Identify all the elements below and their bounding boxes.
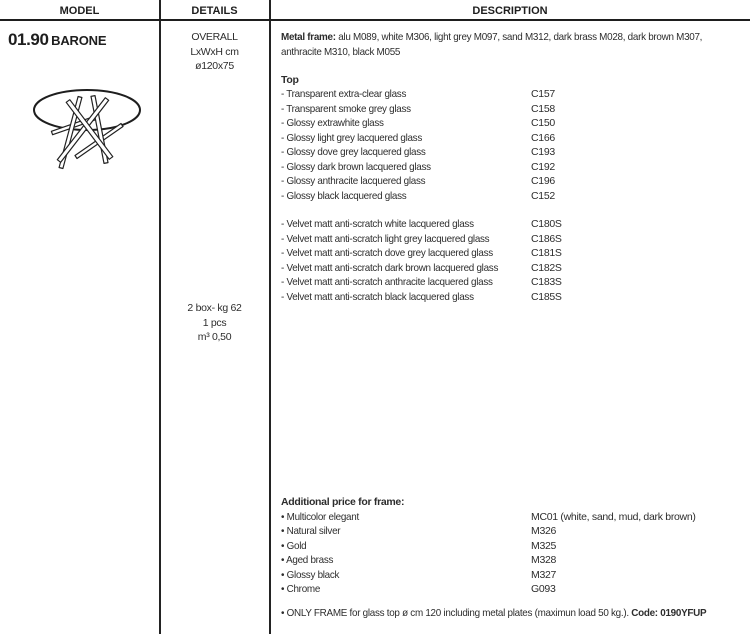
velvet-glass-list <box>281 217 740 304</box>
column-header-model: MODEL <box>59 5 100 17</box>
spec-row <box>281 87 740 102</box>
metal-frame-text: alu M089, white M306, light grey M097, sand M312, dark brass M028, dark brown M307, anthracite M310, black M055 <box>281 31 703 58</box>
spec-row <box>281 290 740 305</box>
frame-option-code: G093 <box>531 583 556 595</box>
spec-label: - Glossy dark brown lacquered glass <box>281 160 431 173</box>
spec-row <box>281 116 740 131</box>
spec-row <box>281 246 740 261</box>
spec-row <box>281 275 740 290</box>
details-overall-block <box>160 30 269 74</box>
frame-option-label: • Natural silver <box>281 525 341 537</box>
frame-option-code: MC01 (white, sand, mud, dark brown) <box>531 510 696 523</box>
spec-label: - Glossy light grey lacquered glass <box>281 131 422 144</box>
frame-option-row <box>281 553 740 568</box>
spec-row <box>281 174 740 189</box>
frame-option-row <box>281 510 740 525</box>
frame-option-row <box>281 568 740 583</box>
spec-row <box>281 145 740 160</box>
additional-price-heading: Additional price for frame: <box>281 496 405 508</box>
spec-code: C181S <box>531 247 562 259</box>
spec-label: - Transparent extra-clear glass <box>281 88 407 100</box>
spec-label: - Velvet matt anti-scratch black lacquered glass <box>281 290 474 303</box>
details-pcs: 1 pcs <box>202 316 227 329</box>
round-table-illustration <box>30 85 150 180</box>
spec-code: C180S <box>531 218 562 230</box>
frame-option-row <box>281 524 740 539</box>
frame-option-row <box>281 582 740 597</box>
model-number: 01.90 <box>8 30 49 49</box>
column-header-description: DESCRIPTION <box>472 5 548 17</box>
top-glass-list <box>281 87 740 203</box>
spec-label: - Velvet matt anti-scratch dove grey lacquered glass <box>281 247 493 259</box>
frame-option-label: • Chrome <box>281 583 321 595</box>
only-frame-note <box>281 606 741 621</box>
details-box: 2 box- kg 62 <box>187 302 242 314</box>
spec-row <box>281 160 740 175</box>
spec-row <box>281 131 740 146</box>
spec-code: C158 <box>531 102 555 115</box>
spec-code: C185S <box>531 290 562 303</box>
metal-frame-label: Metal frame: <box>281 31 336 43</box>
spec-code: C182S <box>531 261 562 274</box>
spec-label: - Velvet matt anti-scratch white lacquered glass <box>281 218 474 230</box>
spec-code: C192 <box>531 160 555 173</box>
details-dims-label: LxWxH cm <box>190 45 239 58</box>
spec-code: C157 <box>531 88 555 100</box>
spec-label: - Glossy black lacquered glass <box>281 189 407 202</box>
column-header-details: DETAILS <box>191 5 238 17</box>
spec-code: C152 <box>531 189 555 202</box>
frame-option-label: • Aged brass <box>281 554 334 566</box>
metal-frame-paragraph <box>281 30 741 59</box>
spec-row <box>281 102 740 117</box>
frame-option-label: • Gold <box>281 539 307 552</box>
model-name: BARONE <box>51 33 107 48</box>
frame-option-code: M325 <box>531 539 557 552</box>
spec-label: - Glossy anthracite lacquered glass <box>281 175 426 187</box>
spec-code: C150 <box>531 117 555 129</box>
spec-row <box>281 261 740 276</box>
details-packing-block <box>160 301 269 345</box>
spec-code: C186S <box>531 232 562 245</box>
additional-price-block <box>281 495 740 597</box>
details-overall-label: OVERALL <box>191 31 238 43</box>
spec-label: - Velvet matt anti-scratch light grey lacquered glass <box>281 232 490 245</box>
spec-code: C183S <box>531 276 562 288</box>
spec-row <box>281 232 740 247</box>
spec-row <box>281 217 740 232</box>
spec-label: - Velvet matt anti-scratch dark brown lacquered glass <box>281 261 499 274</box>
frame-option-label: • Glossy black <box>281 568 340 581</box>
model-title <box>8 30 106 50</box>
details-dims-value: ø120x75 <box>195 60 234 72</box>
spec-label: - Glossy dove grey lacquered glass <box>281 146 426 158</box>
spec-code: C196 <box>531 175 555 187</box>
frame-option-code: M326 <box>531 525 557 537</box>
spec-label: - Glossy extrawhite glass <box>281 117 384 129</box>
spec-code: C166 <box>531 131 555 144</box>
column-divider-details-description <box>269 0 271 634</box>
frame-option-row <box>281 539 740 554</box>
only-frame-text: • ONLY FRAME for glass top ø cm 120 including metal plates (maximun load 50 kg.). <box>281 607 632 619</box>
spec-row <box>281 189 740 204</box>
spec-code: C193 <box>531 146 555 158</box>
only-frame-code: Code: 0190YFUP <box>631 607 707 619</box>
frame-option-label: • Multicolor elegant <box>281 510 359 523</box>
frame-option-code: M327 <box>531 568 557 581</box>
spec-label: - Transparent smoke grey glass <box>281 102 411 115</box>
frame-option-code: M328 <box>531 554 557 566</box>
spec-label: - Velvet matt anti-scratch anthracite lacquered glass <box>281 276 493 288</box>
header-rule <box>0 19 750 21</box>
details-volume: m³ 0,50 <box>197 331 232 343</box>
top-section-heading: Top <box>281 74 299 86</box>
